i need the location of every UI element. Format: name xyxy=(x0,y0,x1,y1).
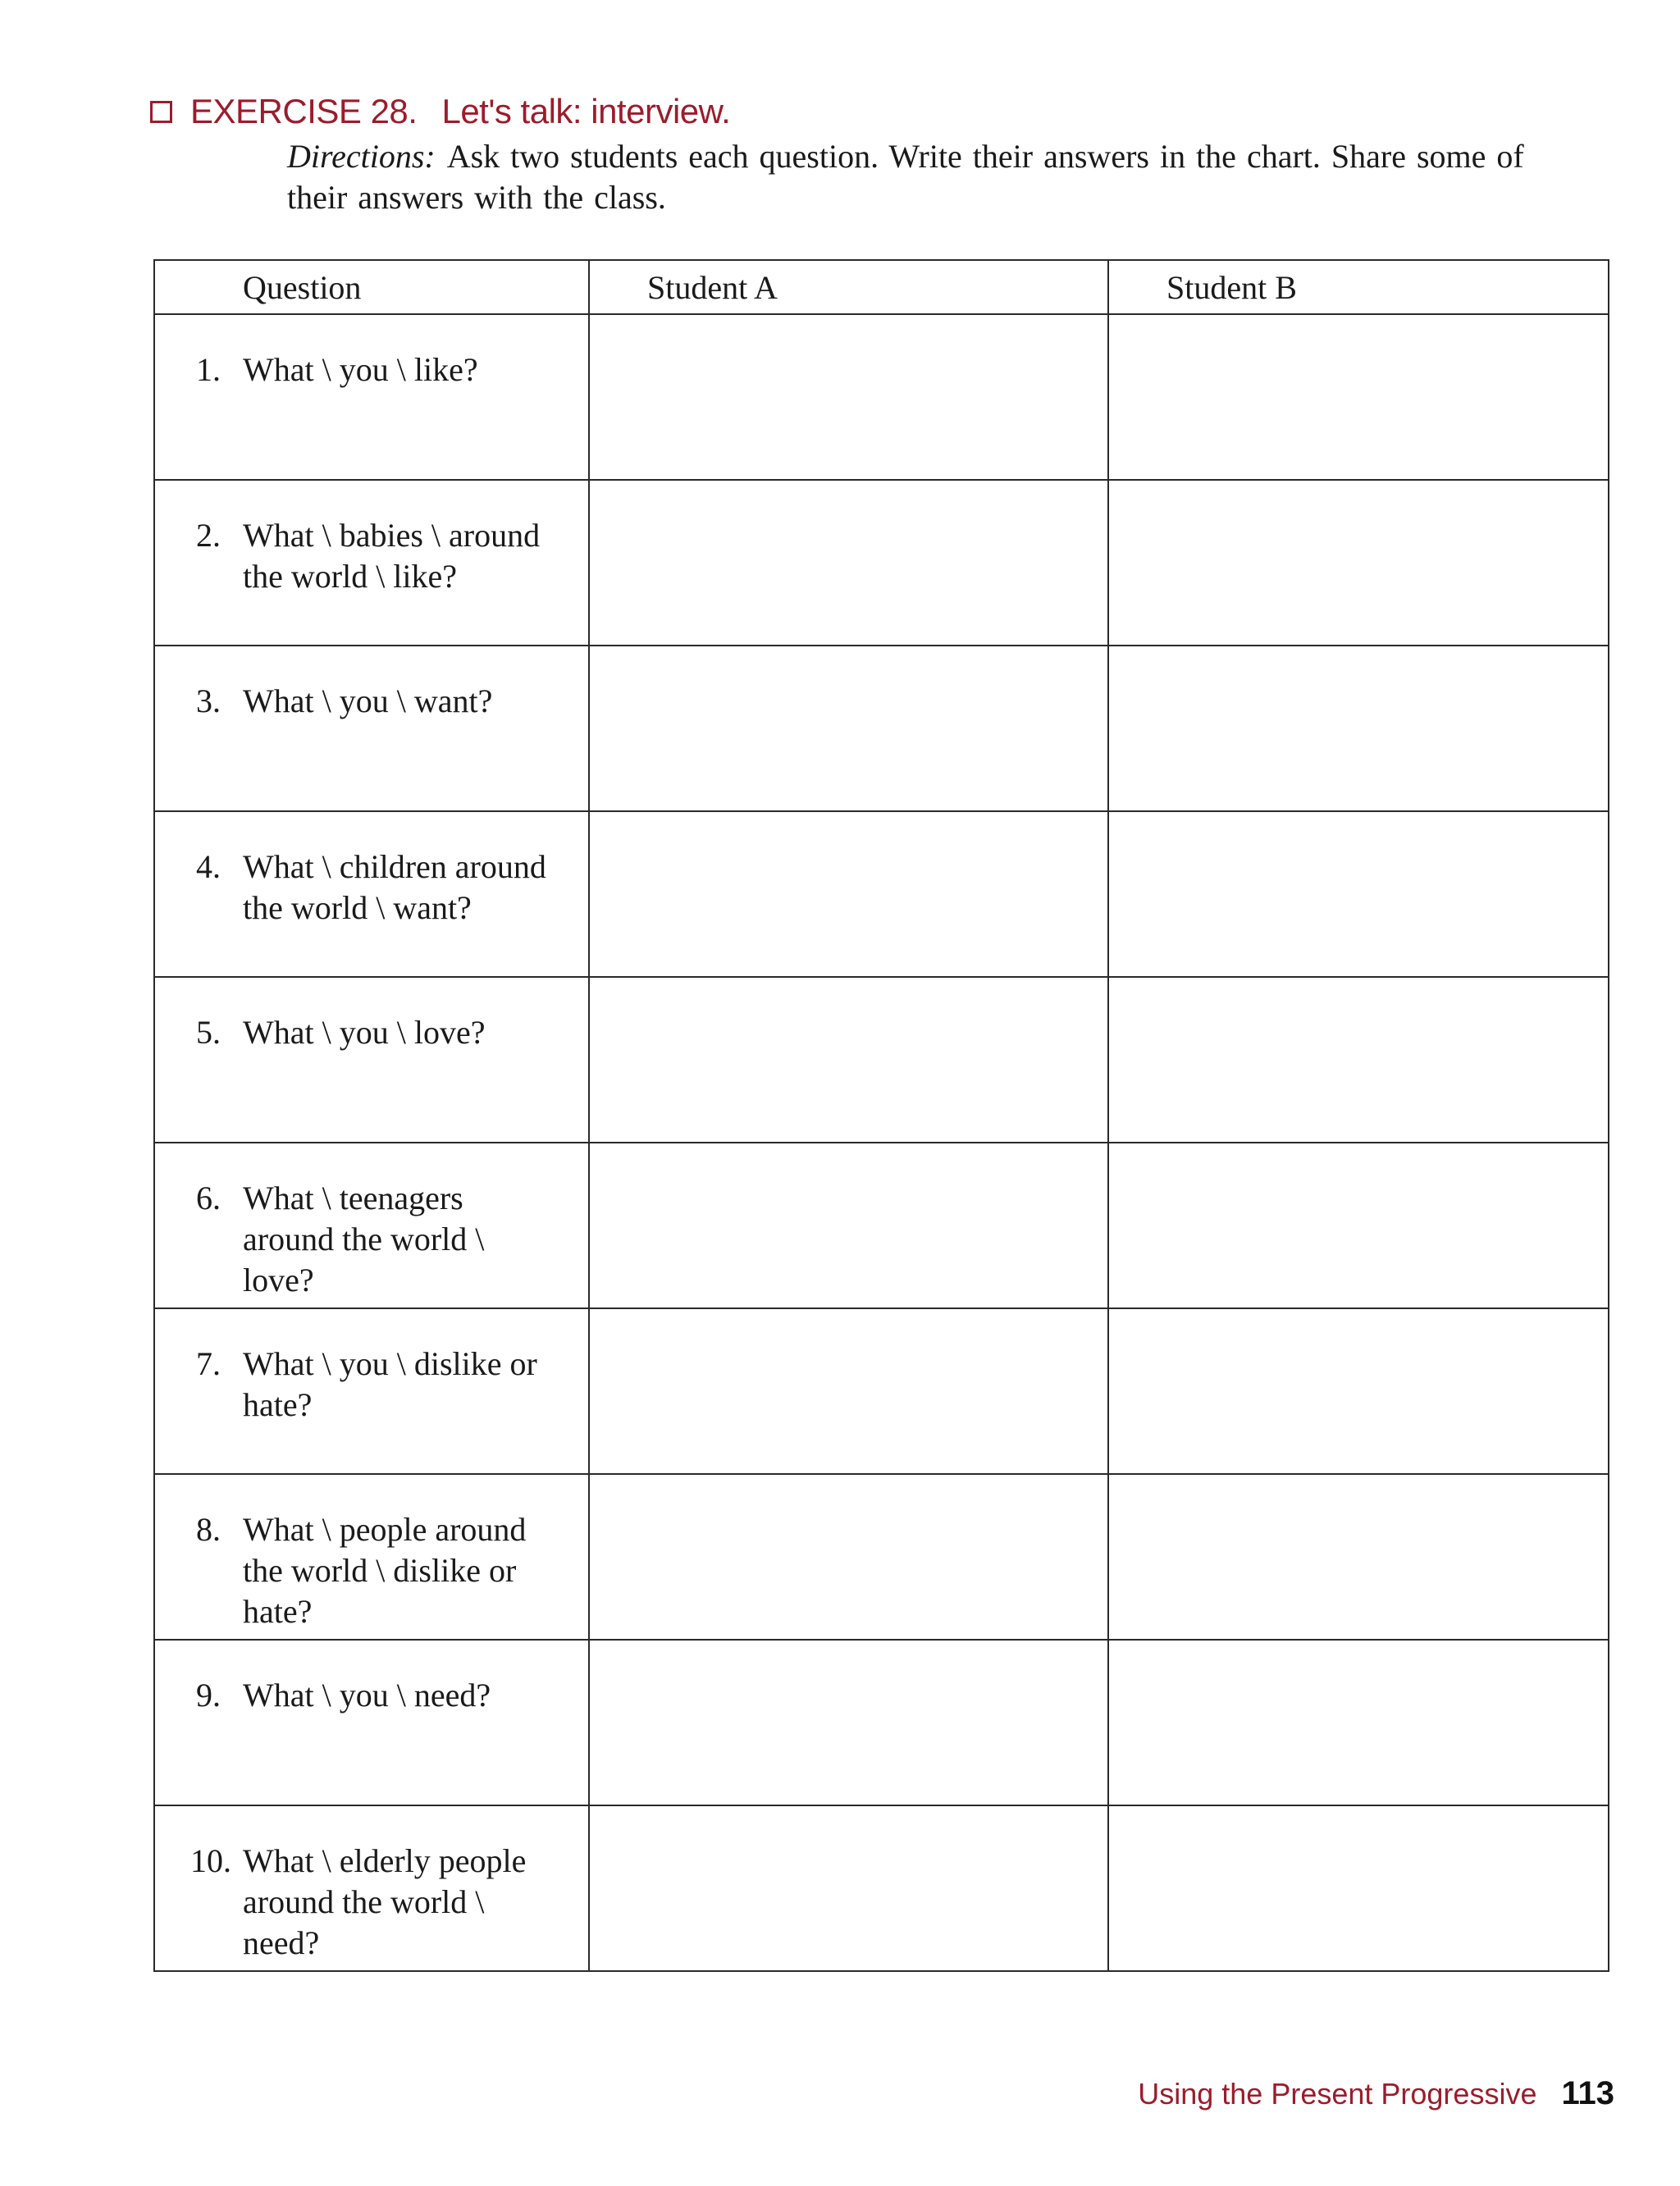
student-a-answer-cell[interactable] xyxy=(589,811,1108,977)
question-text: What \ teenagers around the world \ love? xyxy=(243,1180,485,1298)
question-number: 3. xyxy=(196,682,221,719)
student-b-answer-cell[interactable] xyxy=(1108,811,1609,977)
question-text: What \ people around the world \ dislike or hate? xyxy=(243,1511,527,1630)
header-student-b: Student B xyxy=(1108,260,1609,314)
student-a-answer-cell[interactable] xyxy=(589,480,1108,646)
table-row xyxy=(154,1308,1609,1474)
footer xyxy=(1138,2075,1614,2112)
exercise-title: Let's talk: interview. xyxy=(441,92,731,130)
student-b-answer-cell[interactable] xyxy=(1108,480,1609,646)
table-row xyxy=(154,1805,1609,1971)
directions-text: Ask two students each question. Write their answers in the chart. Share some of their answers with the class. xyxy=(287,138,1524,216)
question-text: What \ you \ love? xyxy=(243,1014,486,1051)
question-number: 5. xyxy=(196,1014,221,1051)
student-a-answer-cell[interactable] xyxy=(589,977,1108,1143)
question-cell xyxy=(154,1308,589,1474)
question-text: What \ you \ dislike or hate? xyxy=(243,1345,537,1423)
question-cell xyxy=(154,314,589,480)
student-b-answer-cell[interactable] xyxy=(1108,314,1609,480)
student-b-answer-cell[interactable] xyxy=(1108,1805,1609,1971)
question-number: 9. xyxy=(196,1677,221,1714)
table-row xyxy=(154,1640,1609,1805)
header-student-a: Student A xyxy=(589,260,1108,314)
question-number: 4. xyxy=(196,848,221,885)
question-text: What \ elderly people around the world \ need? xyxy=(243,1842,527,1961)
exercise-label: EXERCISE 28. xyxy=(190,92,418,130)
student-b-answer-cell[interactable] xyxy=(1108,1640,1609,1805)
student-a-answer-cell[interactable] xyxy=(589,1805,1108,1971)
question-cell xyxy=(154,977,589,1143)
question-number: 6. xyxy=(196,1180,221,1216)
table-row xyxy=(154,1474,1609,1640)
question-number: 10. xyxy=(190,1842,231,1879)
table-row xyxy=(154,646,1609,811)
student-a-answer-cell[interactable] xyxy=(589,1474,1108,1640)
question-text: What \ you \ need? xyxy=(243,1677,491,1714)
student-b-answer-cell[interactable] xyxy=(1108,646,1609,811)
student-a-answer-cell[interactable] xyxy=(589,646,1108,811)
table-row xyxy=(154,811,1609,977)
student-b-answer-cell[interactable] xyxy=(1108,977,1609,1143)
question-number: 7. xyxy=(196,1345,221,1382)
directions xyxy=(287,136,1567,218)
table-row xyxy=(154,1143,1609,1308)
student-b-answer-cell[interactable] xyxy=(1108,1308,1609,1474)
question-number: 2. xyxy=(196,517,221,554)
student-a-answer-cell[interactable] xyxy=(589,1143,1108,1308)
student-b-answer-cell[interactable] xyxy=(1108,1474,1609,1640)
question-text: What \ babies \ around the world \ like? xyxy=(243,517,541,595)
question-cell xyxy=(154,811,589,977)
header-row xyxy=(154,260,1609,314)
question-cell xyxy=(154,1474,589,1640)
footer-title: Using the Present Progressive xyxy=(1138,2077,1537,2111)
directions-label: Directions: xyxy=(287,138,436,175)
question-number: 8. xyxy=(196,1511,221,1548)
question-cell xyxy=(154,1640,589,1805)
question-cell xyxy=(154,480,589,646)
question-text: What \ children around the world \ want? xyxy=(243,848,546,926)
question-number: 1. xyxy=(196,351,221,388)
checkbox-icon xyxy=(150,101,172,123)
student-a-answer-cell[interactable] xyxy=(589,1308,1108,1474)
interview-chart xyxy=(153,259,1609,1972)
exercise-header xyxy=(150,92,730,131)
question-text: What \ you \ like? xyxy=(243,351,478,388)
table-body xyxy=(154,314,1609,1971)
table-row xyxy=(154,977,1609,1143)
page-number: 113 xyxy=(1561,2075,1614,2111)
table-row xyxy=(154,314,1609,480)
table-row xyxy=(154,480,1609,646)
question-cell xyxy=(154,646,589,811)
question-cell xyxy=(154,1143,589,1308)
student-a-answer-cell[interactable] xyxy=(589,1640,1108,1805)
student-a-answer-cell[interactable] xyxy=(589,314,1108,480)
question-text: What \ you \ want? xyxy=(243,682,493,719)
header-question: Question xyxy=(154,260,589,314)
student-b-answer-cell[interactable] xyxy=(1108,1143,1609,1308)
question-cell xyxy=(154,1805,589,1971)
